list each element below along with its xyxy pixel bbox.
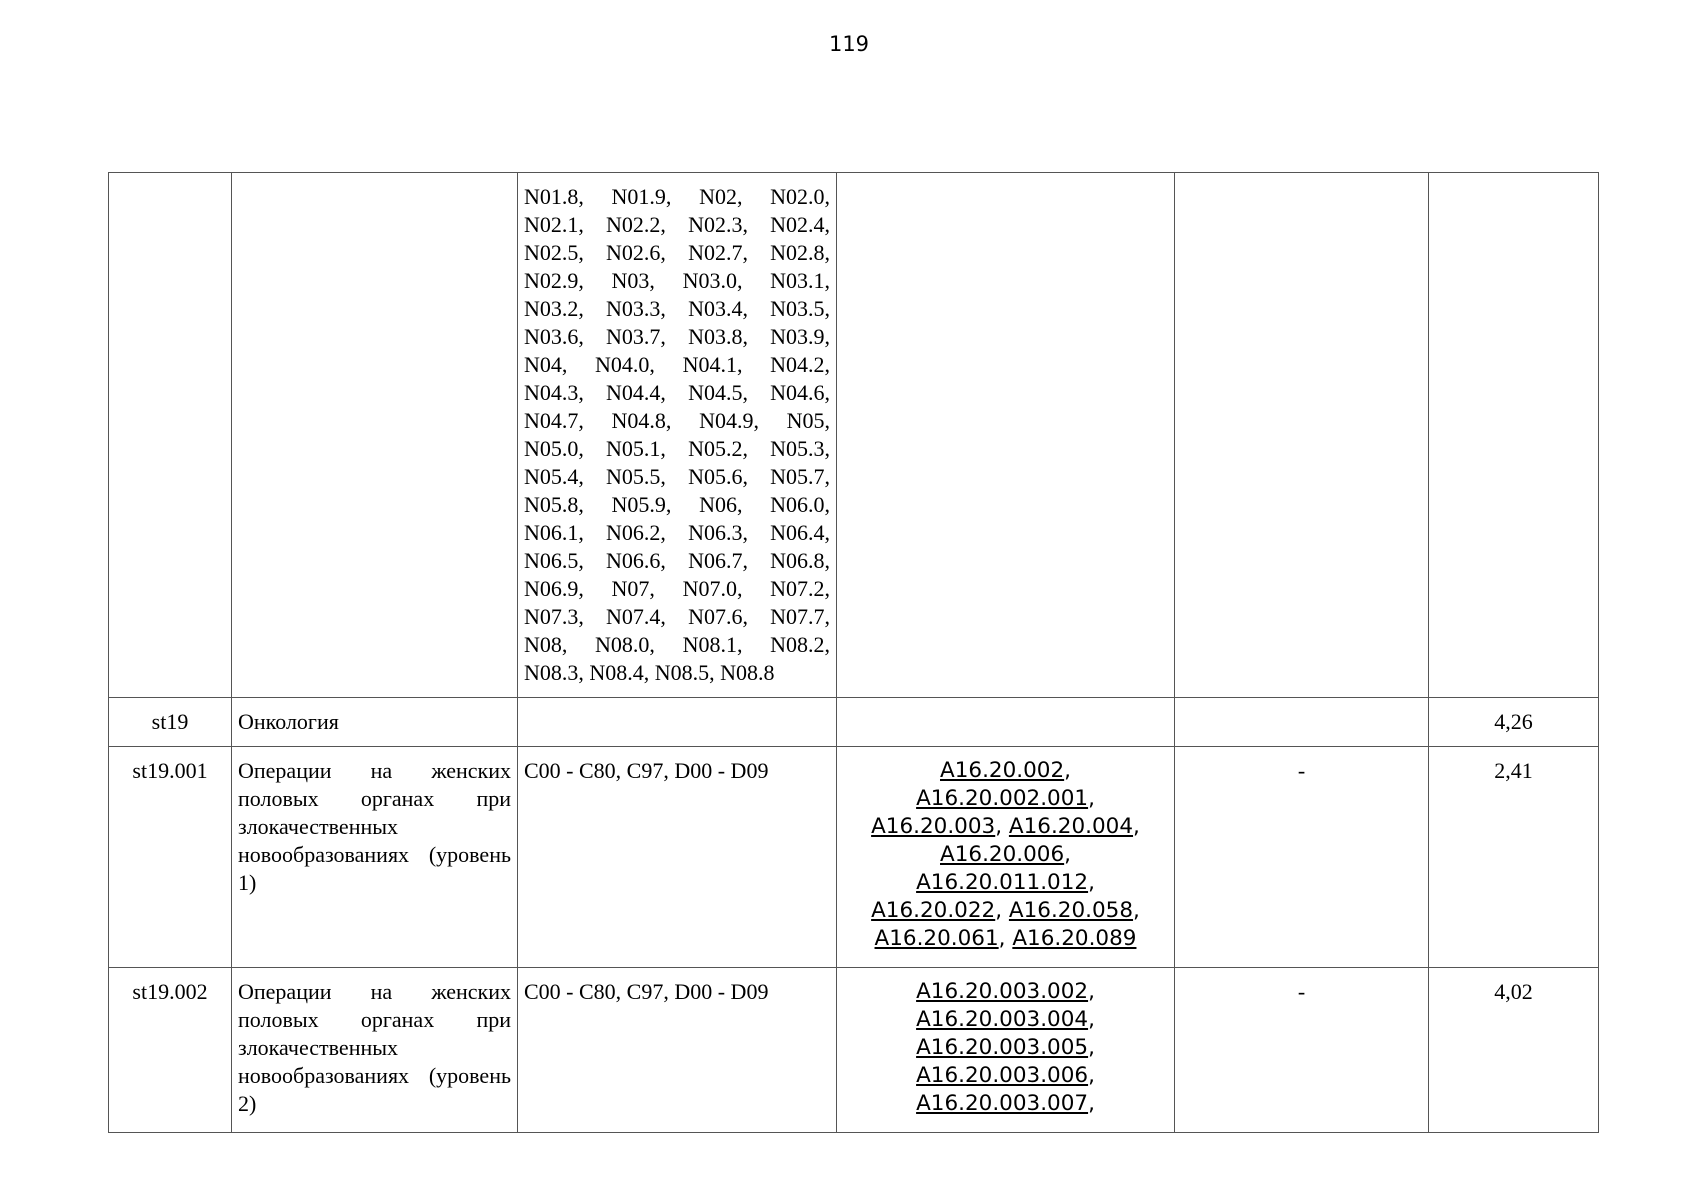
service-codes-line: A16.20.061, A16.20.089	[874, 926, 1137, 951]
cell-diagnoses	[518, 173, 837, 698]
service-code-link[interactable]: A16.20.003.002	[916, 979, 1089, 1004]
service-code-link[interactable]: A16.20.022	[871, 898, 996, 923]
service-code-link[interactable]: A16.20.089	[1012, 926, 1137, 951]
diagnosis-codes-line: N08, N08.0, N08.1, N08.2,	[524, 632, 830, 657]
service-code-link[interactable]: A16.20.061	[874, 926, 999, 951]
cell-services	[837, 968, 1175, 1133]
service-code-link[interactable]: A16.20.002	[940, 758, 1065, 783]
cell-id	[109, 173, 232, 698]
service-code-link[interactable]: A16.20.011.012	[916, 870, 1089, 895]
diagnosis-codes-line: N02.1, N02.2, N02.3, N02.4,	[524, 212, 830, 237]
cell-name: Операции на женских половых органах при злокачественных новообразованиях (уровень 1)	[232, 747, 518, 968]
service-code-link[interactable]: A16.20.003.005	[916, 1035, 1089, 1060]
diagnosis-codes-line: N04.7, N04.8, N04.9, N05,	[524, 408, 830, 433]
diagnosis-codes-line: N05.4, N05.5, N05.6, N05.7,	[524, 464, 830, 489]
service-codes-line: A16.20.006,	[940, 842, 1071, 867]
cell-services	[837, 173, 1175, 698]
cell-id: st19.001	[109, 747, 232, 968]
service-codes-line: A16.20.003.005,	[916, 1035, 1095, 1060]
cell-diagnoses	[518, 698, 837, 747]
service-codes-line: A16.20.003.007,	[916, 1091, 1095, 1116]
service-code-link[interactable]: A16.20.002.001	[916, 786, 1089, 811]
service-codes-line: A16.20.002.001,	[916, 786, 1095, 811]
service-code-link[interactable]: A16.20.003.004	[916, 1007, 1089, 1032]
diagnosis-codes-line: N03.6, N03.7, N03.8, N03.9,	[524, 324, 830, 349]
service-code-link[interactable]: A16.20.003.007	[916, 1091, 1089, 1116]
cell-services	[837, 747, 1175, 968]
table-row	[109, 747, 1599, 968]
cell-other	[1175, 698, 1429, 747]
cell-other	[1175, 173, 1429, 698]
page-number: 119	[828, 32, 870, 56]
diagnosis-codes-line: N04, N04.0, N04.1, N04.2,	[524, 352, 830, 377]
service-code-link[interactable]: A16.20.058	[1008, 898, 1134, 923]
table-row	[109, 698, 1599, 747]
diagnosis-codes-line: N04.3, N04.4, N04.5, N04.6,	[524, 380, 830, 405]
cell-other: -	[1175, 747, 1429, 968]
cell-diagnoses: C00 - C80, C97, D00 - D09	[518, 968, 837, 1133]
diagnosis-codes-line: N06.9, N07, N07.0, N07.2,	[524, 576, 830, 601]
cell-name	[232, 173, 518, 698]
service-code-link[interactable]: A16.20.003	[871, 814, 996, 839]
diagnosis-codes-line: N08.3, N08.4, N08.5, N08.8	[524, 660, 775, 685]
cell-id: st19.002	[109, 968, 232, 1133]
table-row	[109, 968, 1599, 1133]
diagnosis-codes-line: N02.5, N02.6, N02.7, N02.8,	[524, 240, 830, 265]
cell-name: Операции на женских половых органах при злокачественных новообразованиях (уровень 2)	[232, 968, 518, 1133]
diagnosis-codes-line: N03.2, N03.3, N03.4, N03.5,	[524, 296, 830, 321]
diagnosis-codes-line: N02.9, N03, N03.0, N03.1,	[524, 268, 830, 293]
service-codes-line: A16.20.003.004,	[916, 1007, 1095, 1032]
table-row	[109, 173, 1599, 698]
diagnosis-codes-line: N05.8, N05.9, N06, N06.0,	[524, 492, 830, 517]
diagnosis-codes-line: N06.5, N06.6, N06.7, N06.8,	[524, 548, 830, 573]
diagnosis-codes-line: N07.3, N07.4, N07.6, N07.7,	[524, 604, 830, 629]
service-codes-line: A16.20.022, A16.20.058,	[871, 898, 1140, 923]
cell-diagnoses: C00 - C80, C97, D00 - D09	[518, 747, 837, 968]
cell-coef: 2,41	[1429, 747, 1599, 968]
diagnosis-codes-line: N01.8, N01.9, N02, N02.0,	[524, 184, 830, 209]
diagnosis-codes-line: N05.0, N05.1, N05.2, N05.3,	[524, 436, 830, 461]
cell-id: st19	[109, 698, 232, 747]
service-codes-line: A16.20.003, A16.20.004,	[871, 814, 1140, 839]
service-code-link[interactable]: A16.20.003.006	[916, 1063, 1089, 1088]
cell-name: Онкология	[232, 698, 518, 747]
service-code-link[interactable]: A16.20.004	[1008, 814, 1134, 839]
diagnosis-codes-line: N06.1, N06.2, N06.3, N06.4,	[524, 520, 830, 545]
service-code-link[interactable]: A16.20.006	[940, 842, 1065, 867]
service-codes-line: A16.20.011.012,	[916, 870, 1095, 895]
cell-coef: 4,02	[1429, 968, 1599, 1133]
tariff-table	[108, 172, 1599, 1133]
cell-services	[837, 698, 1175, 747]
service-codes-line: A16.20.003.006,	[916, 1063, 1095, 1088]
cell-other: -	[1175, 968, 1429, 1133]
cell-coef	[1429, 173, 1599, 698]
service-codes-line: A16.20.002,	[940, 758, 1071, 783]
service-codes-line: A16.20.003.002,	[916, 979, 1095, 1004]
cell-coef: 4,26	[1429, 698, 1599, 747]
